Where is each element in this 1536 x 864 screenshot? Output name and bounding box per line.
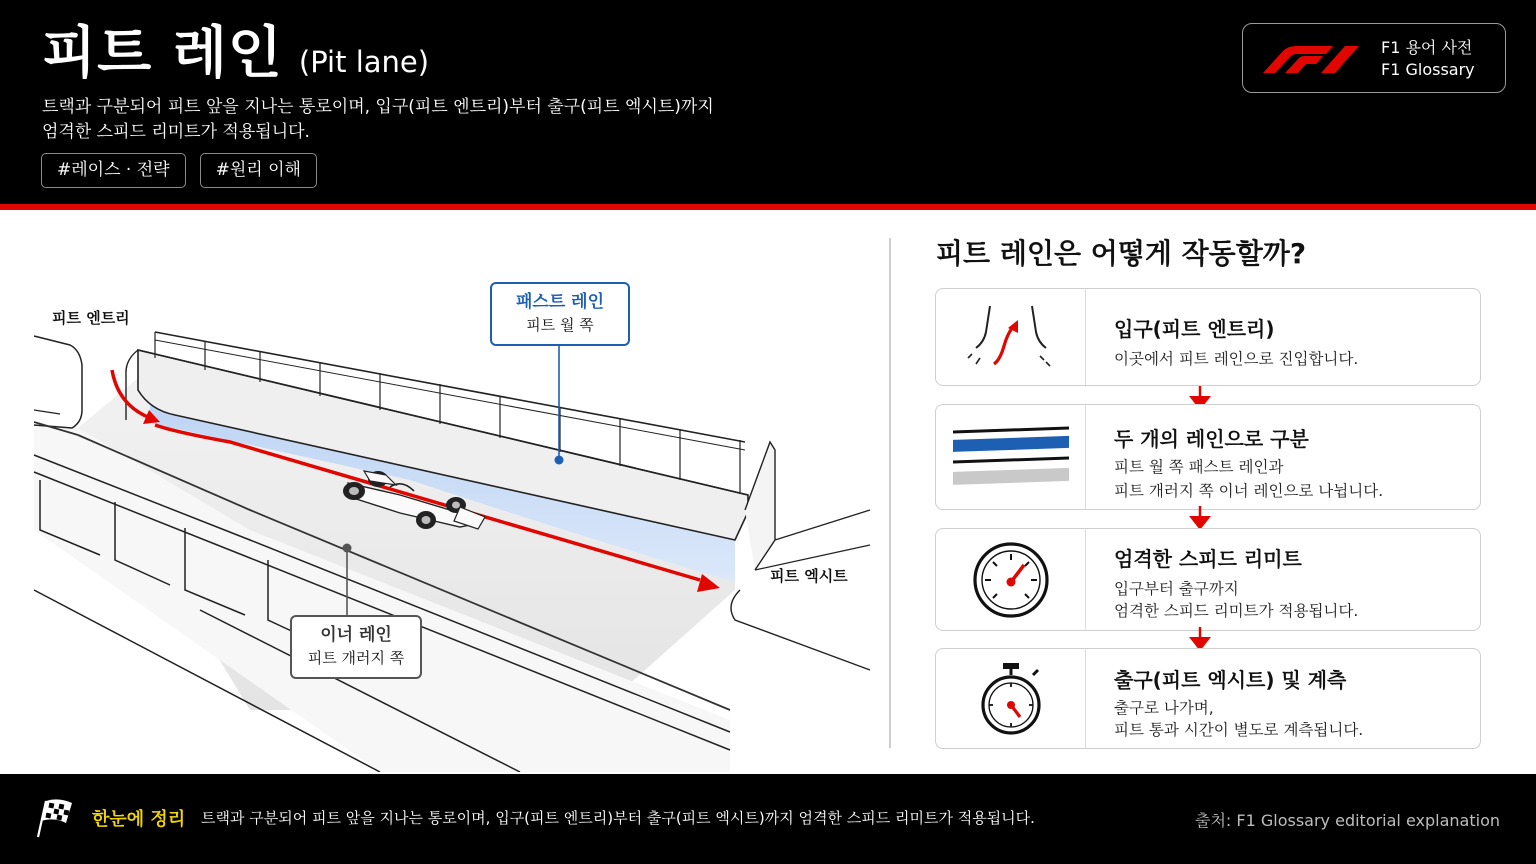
inner-lane-subtitle: 피트 개러지 쪽	[307, 649, 405, 667]
tag-race-strategy[interactable]: #레이스 · 전략	[41, 153, 186, 188]
step-card-lanes	[935, 404, 1481, 510]
step-icon-cell	[936, 289, 1086, 385]
fast-lane-subtitle: 피트 월 쪽	[526, 316, 594, 334]
tag-principle[interactable]: #원리 이해	[200, 153, 317, 188]
step-text: 피트 개러지 쪽 이너 레인으로 나뉩니다.	[1114, 482, 1384, 500]
glossary-badge	[1242, 23, 1506, 93]
tag-list	[41, 153, 317, 188]
footer	[0, 774, 1536, 864]
step-card-speed-limit	[935, 528, 1481, 631]
fast-lane-title: 패스트 레인	[515, 292, 605, 312]
summary-text: 트랙과 구분되어 피트 앞을 지나는 통로이며, 입구(피트 엔트리)부터 출구(피트 엑시트)까지 엄격한 스피드 리미트가 적용됩니다.	[201, 809, 1035, 827]
pit-lane-illustration	[0, 210, 880, 772]
pit-entry-label: 피트 엔트리	[52, 309, 130, 327]
description-line: 엄격한 스피드 리미트가 적용됩니다.	[42, 122, 310, 142]
step-title: 두 개의 레인으로 구분	[1114, 427, 1309, 451]
arrow-down-icon	[1189, 506, 1211, 530]
header	[0, 0, 1536, 204]
inner-lane-title: 이너 레인	[320, 625, 392, 645]
pit-lane-diagram	[0, 210, 880, 772]
badge-text	[1381, 37, 1475, 81]
step-text: 엄격한 스피드 리미트가 적용됩니다.	[1114, 602, 1359, 620]
inner-lane-callout	[290, 615, 422, 679]
vertical-divider	[889, 238, 891, 748]
step-text: 이곳에서 피트 레인으로 진입합니다.	[1114, 350, 1359, 368]
checkered-flag-icon	[34, 797, 74, 839]
description-line: 트랙과 구분되어 피트 앞을 지나는 통로이며, 입구(피트 엔트리)부터 출구(피트 엑시트)까지	[42, 97, 714, 117]
summary-label: 한눈에 정리	[92, 809, 186, 830]
step-title: 출구(피트 엑시트) 및 계측	[1114, 668, 1347, 692]
fast-lane-callout	[490, 282, 630, 346]
step-title: 엄격한 스피드 리미트	[1114, 547, 1302, 571]
f1-logo-icon	[1261, 43, 1361, 75]
badge-line-korean: F1 용어 사전	[1381, 38, 1473, 57]
step-card-entry	[935, 288, 1481, 386]
pit-exit-label: 피트 엑시트	[770, 567, 848, 585]
steps-title: 피트 레인은 어떻게 작동할까?	[936, 237, 1307, 270]
step-icon-cell	[936, 529, 1086, 630]
page-subtitle: (Pit lane)	[298, 45, 430, 79]
step-text: 출구로 나가며,	[1114, 699, 1214, 717]
pit-entry-icon	[956, 302, 1066, 372]
description	[42, 95, 762, 145]
speedometer-icon	[971, 540, 1051, 620]
step-card-exit-timing	[935, 648, 1481, 749]
step-text: 피트 통과 시간이 별도로 계측됩니다.	[1114, 721, 1364, 739]
step-icon-cell	[936, 405, 1086, 509]
step-text: 입구부터 출구까지	[1114, 580, 1239, 598]
fast-lane-marker	[555, 456, 564, 465]
stopwatch-icon	[975, 661, 1047, 737]
step-title: 입구(피트 엔트리)	[1114, 317, 1275, 341]
step-text: 피트 월 쪽 패스트 레인과	[1114, 458, 1284, 476]
two-lanes-icon	[951, 424, 1071, 490]
title-row	[42, 18, 429, 90]
badge-line-english: F1 Glossary	[1381, 60, 1475, 79]
step-icon-cell	[936, 649, 1086, 748]
inner-lane-marker	[343, 544, 352, 553]
source-text: 출처: F1 Glossary editorial explanation	[1195, 811, 1500, 830]
page-title: 피트 레인	[42, 21, 283, 86]
